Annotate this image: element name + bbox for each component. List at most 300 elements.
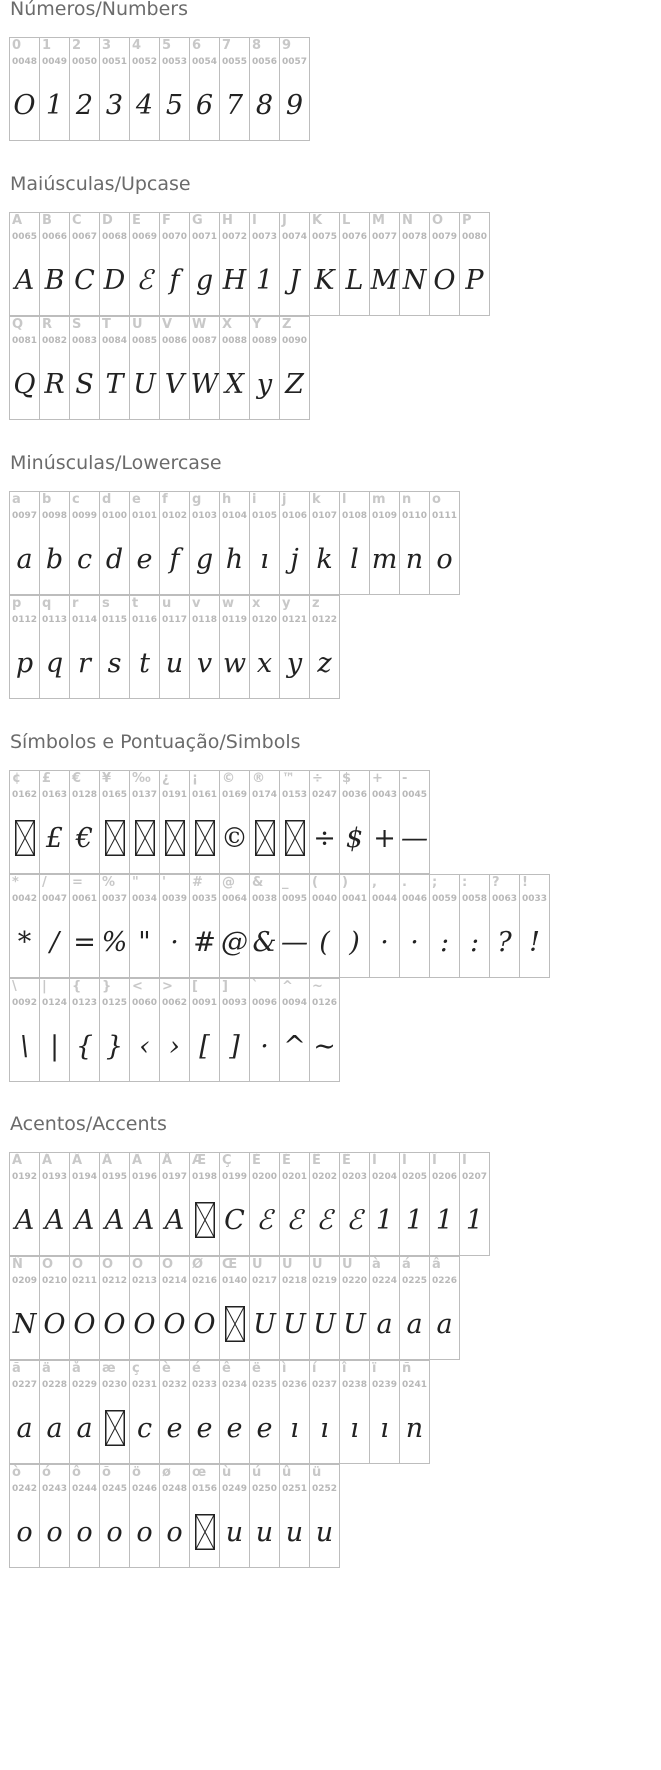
glyph-sample: s [107,648,122,679]
glyph-cell [249,595,280,699]
glyph-sample: 1 [465,1205,484,1236]
glyph-sample: @ [221,927,248,958]
glyph-code-label: 0042 [12,894,38,904]
glyph-code-label: 0048 [12,57,38,67]
glyph-cell [339,212,370,316]
glyph-char-label: ï [372,1361,377,1376]
glyph-char-label: ç [132,1361,140,1376]
glyph-sample: q [45,648,64,679]
glyph-cell [219,1152,250,1256]
glyph-code-label: 0038 [252,894,278,904]
glyph-code-label: 0037 [102,894,128,904]
glyph-sample: 1 [435,1205,454,1236]
glyph-sample: 1 [405,1205,424,1236]
glyph-sample: c [76,544,93,575]
glyph-sample: p [15,648,34,679]
glyph-code-label: 0073 [252,232,278,242]
glyph-char-label: E [132,213,141,228]
glyph-cell [129,1464,160,1568]
glyph-char-label: Â [72,1153,83,1168]
glyph-sample: ) [349,927,360,958]
glyph-sample: A [14,1205,35,1236]
glyph-code-label: 0067 [72,232,98,242]
glyph-char-label: È [252,1153,261,1168]
glyph-code-label: 0033 [522,894,548,904]
glyph-cell [99,1152,130,1256]
glyph-sample: z [317,648,332,679]
glyph-char-label: Ã [102,1153,113,1168]
glyph-cell [429,212,460,316]
glyph-char-label: Î [432,1153,437,1168]
glyph-sample: y [286,648,303,679]
glyph-cell [309,212,340,316]
glyph-cell [9,37,40,141]
glyph-code-label: 0115 [102,615,128,625]
section-title: Símbolos e Pontuação/Simbols [10,731,301,753]
glyph-cell [339,770,370,874]
glyph-code-label: 0216 [192,1276,218,1286]
glyph-sample: y [256,369,273,400]
glyph-code-label: 0248 [162,1484,188,1494]
glyph-sample: U [313,1309,336,1340]
glyph-sample: · [380,927,389,958]
glyph-char-label: $ [342,771,352,786]
glyph-sample: : [439,927,450,958]
glyph-code-label: 0057 [282,57,308,67]
glyph-sample: K [314,265,335,296]
glyph-code-label: 0116 [132,615,158,625]
glyph-char-label: ò [12,1465,21,1480]
glyph-code-label: 0224 [372,1276,398,1286]
glyph-cell [369,770,400,874]
glyph-sample: u [285,1517,304,1548]
glyph-code-label: 0035 [192,894,218,904]
glyph-char-label: æ [102,1361,116,1376]
glyph-sample: 8 [255,90,274,121]
glyph-char-label: < [132,979,143,994]
glyph-sample: L [345,265,364,296]
glyph-sample: C [74,265,95,296]
glyph-char-label: F [162,213,171,228]
glyph-char-label: t [132,596,139,611]
glyph-code-label: 0079 [432,232,458,242]
glyph-code-label: 0203 [342,1172,368,1182]
missing-glyph-icon [15,820,35,856]
glyph-sample: o [136,1517,153,1548]
glyph-code-label: 0193 [42,1172,68,1182]
glyph-sample: a [16,1413,33,1444]
glyph-code-label: 0198 [192,1172,218,1182]
glyph-code-label: 0089 [252,336,278,346]
glyph-char-label: Y [252,317,262,332]
glyph-code-label: 0199 [222,1172,248,1182]
glyph-code-label: 0162 [12,790,38,800]
glyph-code-label: 0070 [162,232,188,242]
glyph-cell [99,491,130,595]
glyph-sample: o [16,1517,33,1548]
glyph-char-label: Å [162,1153,173,1168]
glyph-cell [189,1464,220,1568]
glyph-cell [189,770,220,874]
glyph-code-label: 0169 [222,790,248,800]
glyph-code-label: 0083 [72,336,98,346]
glyph-sample: o [76,1517,93,1548]
glyph-code-label: 0110 [402,511,428,521]
glyph-char-label: k [312,492,321,507]
glyph-sample: H [222,265,247,296]
glyph-code-label: 0229 [72,1380,98,1390]
glyph-cell [69,1152,100,1256]
glyph-cell [9,1152,40,1256]
glyph-code-label: 0066 [42,232,68,242]
glyph-char-label: u [162,596,172,611]
glyph-cell [159,1152,190,1256]
missing-glyph-icon [195,1202,215,1238]
glyph-code-label: 0244 [72,1484,98,1494]
glyph-char-label: ã [12,1361,21,1376]
glyph-char-label: ) [342,875,348,890]
glyph-char-label: ( [312,875,318,890]
glyph-char-label: ¥ [102,771,112,786]
glyph-char-label: Ñ [12,1257,23,1272]
glyph-code-label: 0121 [282,615,308,625]
glyph-code-label: 0126 [312,998,338,1008]
glyph-cell [399,770,430,874]
glyph-cell [99,1464,130,1568]
glyph-cell [69,212,100,316]
glyph-code-label: 0165 [102,790,128,800]
glyph-char-label: % [102,875,116,890]
glyph-cell [159,874,190,978]
glyph-sample: U [343,1309,366,1340]
glyph-sample: S [75,369,94,400]
glyph-code-label: 0230 [102,1380,128,1390]
glyph-sample: ı [290,1413,299,1444]
glyph-code-label: 0238 [342,1380,368,1390]
glyph-cell [279,212,310,316]
glyph-cell [9,491,40,595]
glyph-char-label: ù [222,1465,232,1480]
glyph-char-label: à [372,1257,381,1272]
glyph-cell [189,37,220,141]
glyph-code-label: 0113 [42,615,68,625]
glyph-sample: — [401,823,428,854]
glyph-code-label: 0034 [132,894,158,904]
glyph-cell [159,37,190,141]
glyph-char-label: Z [282,317,292,332]
glyph-char-label: Ö [162,1257,174,1272]
glyph-char-label: ? [492,875,500,890]
glyph-char-label: ô [72,1465,81,1480]
glyph-char-label: w [222,596,235,611]
glyph-code-label: 0105 [252,511,278,521]
glyph-char-label: { [72,979,82,994]
glyph-sample: & [252,927,277,958]
glyph-sample: a [376,1309,393,1340]
glyph-code-label: 0075 [312,232,338,242]
glyph-char-label: @ [222,875,235,890]
glyph-cell [69,874,100,978]
glyph-code-label: 0191 [162,790,188,800]
glyph-cell [279,491,310,595]
glyph-sample: ℰ [286,1205,303,1236]
glyph-cell [9,770,40,874]
glyph-sample: J [289,265,300,296]
missing-glyph-icon [285,820,305,856]
glyph-sample: l [350,544,359,575]
glyph-cell [279,1360,310,1464]
glyph-cell [129,770,160,874]
glyph-cell [159,491,190,595]
glyph-code-label: 0078 [402,232,428,242]
glyph-sample: o [166,1517,183,1548]
glyph-cell [69,770,100,874]
glyph-code-label: 0125 [102,998,128,1008]
glyph-sample: 6 [195,90,214,121]
glyph-cell [39,316,70,420]
glyph-char-label: ë [252,1361,261,1376]
glyph-cell [9,1464,40,1568]
glyph-char-label: + [372,771,383,786]
glyph-code-label: 0051 [102,57,128,67]
glyph-cell [399,1360,430,1464]
glyph-code-label: 0242 [12,1484,38,1494]
glyph-code-label: 0112 [12,615,38,625]
glyph-char-label: j [282,492,287,507]
glyph-code-label: 0200 [252,1172,278,1182]
glyph-sample: x [256,648,273,679]
glyph-sample: u [255,1517,274,1548]
missing-glyph-icon [225,1306,245,1342]
glyph-sample: M [370,265,399,296]
glyph-char-label: d [102,492,112,507]
glyph-code-label: 0163 [42,790,68,800]
glyph-cell [309,874,340,978]
glyph-char-label: Ü [342,1257,353,1272]
glyph-cell [279,1464,310,1568]
glyph-char-label: õ [102,1465,111,1480]
glyph-cell [189,212,220,316]
glyph-char-label: q [42,596,52,611]
glyph-char-label: ' [162,875,166,890]
glyph-cell [339,1152,370,1256]
glyph-sample: O [433,265,456,296]
glyph-sample: n [405,544,424,575]
glyph-sample: u [225,1517,244,1548]
glyph-code-label: 0245 [102,1484,128,1494]
glyph-code-label: 0102 [162,511,188,521]
glyph-code-label: 0232 [162,1380,188,1390]
missing-glyph-icon [165,820,185,856]
glyph-code-label: 0114 [72,615,98,625]
glyph-code-label: 0052 [132,57,158,67]
glyph-code-label: 0039 [162,894,188,904]
glyph-char-label: m [372,492,386,507]
glyph-code-label: 0252 [312,1484,338,1494]
glyph-sample: O [103,1309,126,1340]
glyph-cell [159,978,190,1082]
glyph-cell [219,212,250,316]
glyph-code-label: 0108 [342,511,368,521]
glyph-code-label: 0049 [42,57,68,67]
glyph-char-label: o [432,492,441,507]
glyph-cell [219,874,250,978]
glyph-code-label: 0084 [102,336,128,346]
glyph-code-label: 0109 [372,511,398,521]
glyph-cell [69,1256,100,1360]
glyph-cell [219,1360,250,1464]
glyph-sample: T [105,369,124,400]
glyph-cell [249,1360,280,1464]
glyph-sample: A [44,1205,65,1236]
glyph-code-label: 0213 [132,1276,158,1286]
glyph-code-label: 0247 [312,790,338,800]
glyph-char-label: x [252,596,261,611]
glyph-cell [99,978,130,1082]
glyph-sample: A [104,1205,125,1236]
glyph-code-label: 0214 [162,1276,188,1286]
glyph-code-label: 0226 [432,1276,458,1286]
glyph-char-label: 6 [192,38,202,53]
glyph-cell [309,978,340,1082]
glyph-sample: £ [45,823,64,854]
glyph-sample: 1 [45,90,64,121]
glyph-cell [339,874,370,978]
glyph-cell [189,1152,220,1256]
glyph-code-label: 0205 [402,1172,428,1182]
glyph-code-label: 0249 [222,1484,248,1494]
glyph-code-label: 0118 [192,615,218,625]
glyph-cell [459,212,490,316]
glyph-sample: 5 [165,90,184,121]
glyph-sample: o [106,1517,123,1548]
glyph-code-label: 0124 [42,998,68,1008]
glyph-sample: D [103,265,126,296]
glyph-sample: · [170,927,179,958]
glyph-code-label: 0204 [372,1172,398,1182]
glyph-char-label: 5 [162,38,172,53]
glyph-sample: a [76,1413,93,1444]
glyph-cell [189,491,220,595]
missing-glyph-icon [195,820,215,856]
glyph-sample: B [44,265,65,296]
glyph-code-label: 0250 [252,1484,278,1494]
glyph-sample: u [165,648,184,679]
glyph-code-label: 0228 [42,1380,68,1390]
glyph-char-label: i [252,492,257,507]
glyph-code-label: 0053 [162,57,188,67]
glyph-sample: d [105,544,124,575]
glyph-sample: Z [285,369,304,400]
glyph-char-label: U [132,317,143,332]
glyph-cell [219,491,250,595]
glyph-cell [39,595,70,699]
glyph-code-label: 0077 [372,232,398,242]
glyph-sample: e [256,1413,273,1444]
glyph-code-label: 0225 [402,1276,428,1286]
glyph-cell [249,37,280,141]
glyph-sample: ℰ [256,1205,273,1236]
glyph-char-label: > [162,979,173,994]
glyph-char-label: Ì [372,1153,377,1168]
glyph-sample: ı [320,1413,329,1444]
glyph-sample: · [410,927,419,958]
glyph-code-label: 0209 [12,1276,38,1286]
glyph-sample: $ [345,823,364,854]
glyph-char-label: 7 [222,38,232,53]
glyph-cell [429,874,460,978]
glyph-cell [39,37,70,141]
glyph-cell [309,770,340,874]
glyph-char-label: è [162,1361,171,1376]
glyph-code-label: 0122 [312,615,338,625]
glyph-cell [429,1256,460,1360]
glyph-code-label: 0123 [72,998,98,1008]
glyph-sample: f [169,265,180,296]
glyph-cell [39,1360,70,1464]
glyph-cell [249,770,280,874]
glyph-code-label: 0047 [42,894,68,904]
glyph-sample: 3 [105,90,124,121]
glyph-code-label: 0196 [132,1172,158,1182]
glyph-code-label: 0097 [12,511,38,521]
glyph-sample: ÷ [313,823,336,854]
glyph-code-label: 0091 [192,998,218,1008]
glyph-code-label: 0061 [72,894,98,904]
glyph-char-label: # [192,875,203,890]
glyph-char-label: ™ [282,771,295,786]
glyph-sample: 1 [255,265,274,296]
glyph-code-label: 0243 [42,1484,68,1494]
glyph-code-label: 0045 [402,790,428,800]
glyph-char-label: œ [192,1465,207,1480]
glyph-sample: r [78,648,91,679]
glyph-cell [219,770,250,874]
glyph-char-label: ê [222,1361,231,1376]
glyph-code-label: 0233 [192,1380,218,1390]
glyph-char-label: B [42,213,52,228]
glyph-cell [249,316,280,420]
glyph-sample: O [133,1309,156,1340]
glyph-sample: € [75,823,94,854]
glyph-code-label: 0212 [102,1276,128,1286]
glyph-code-label: 0086 [162,336,188,346]
glyph-code-label: 0095 [282,894,308,904]
glyph-code-label: 0206 [432,1172,458,1182]
glyph-char-label: 9 [282,38,292,53]
glyph-cell [69,37,100,141]
glyph-cell [69,978,100,1082]
glyph-char-label: 1 [42,38,52,53]
glyph-code-label: 0044 [372,894,398,904]
glyph-char-label: Ò [42,1257,54,1272]
glyph-char-label: ü [312,1465,322,1480]
glyph-code-label: 0101 [132,511,158,521]
glyph-sample: m [371,544,398,575]
glyph-sample: C [224,1205,245,1236]
glyph-char-label: P [462,213,472,228]
glyph-sample: } [105,1031,124,1062]
glyph-code-label: 0201 [282,1172,308,1182]
glyph-char-label: | [42,979,47,994]
glyph-cell [9,595,40,699]
glyph-cell [9,978,40,1082]
glyph-sample: u [315,1517,334,1548]
glyph-cell [309,491,340,595]
glyph-sample: k [316,544,333,575]
glyph-cell [129,316,160,420]
glyph-sample: ( [319,927,330,958]
